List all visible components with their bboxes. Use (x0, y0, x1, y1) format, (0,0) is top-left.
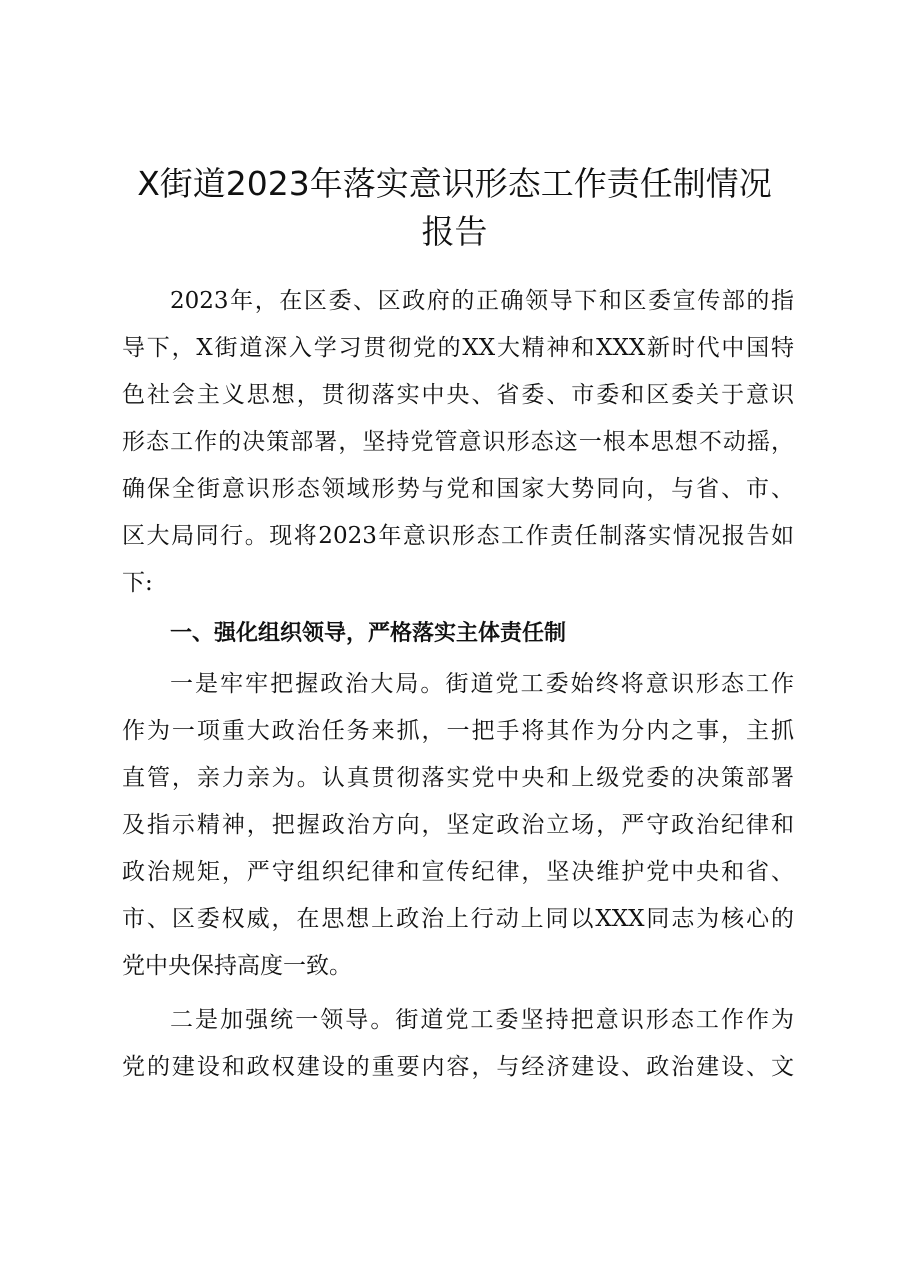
intro-line: 2023年，在区委、区政府的正确领导下和区委宣传部的指 (170, 288, 794, 314)
intro-line: 导下，X街道深入学习贯彻党的XX大精神和XXX新时代中国特 (122, 335, 794, 361)
paragraph-line: 党的建设和政权建设的重要内容，与经济建设、政治建设、文 (122, 1054, 794, 1080)
document-title-line-2: 报告 (421, 212, 488, 251)
document-title-line-1: X街道2023年落实意识形态工作责任制情况 (137, 164, 772, 203)
paragraph-line: 作为一项重大政治任务来抓，一把手将其作为分内之事，主抓 (122, 718, 794, 744)
intro-line: 确保全街意识形态领域形势与党和国家大势同向，与省、市、 (122, 476, 794, 502)
intro-line: 形态工作的决策部署，坚持党管意识形态这一根本思想不动摇， (122, 429, 794, 455)
intro-line: 色社会主义思想，贯彻落实中央、省委、市委和区委关于意识 (122, 382, 794, 408)
intro-line: 下: (122, 570, 153, 596)
paragraph-line: 直管，亲力亲为。认真贯彻落实党中央和上级党委的决策部署 (122, 765, 794, 791)
paragraph-line: 政治规矩，严守组织纪律和宣传纪律，坚决维护党中央和省、 (122, 859, 794, 885)
paragraph-line: 二是加强统一领导。街道党工委坚持把意识形态工作作为 (170, 1007, 794, 1033)
paragraph-line: 市、区委权威，在思想上政治上行动上同以XXX同志为核心的 (122, 906, 794, 932)
section-1-heading: 一、强化组织领导，严格落实主体责任制 (170, 621, 567, 646)
paragraph-line: 及指示精神，把握政治方向，坚定政治立场，严守政治纪律和 (122, 812, 794, 838)
paragraph-line: 党中央保持高度一致。 (122, 953, 352, 979)
intro-line: 区大局同行。现将2023年意识形态工作责任制落实情况报告如 (122, 523, 794, 549)
paragraph-line: 一是牢牢把握政治大局。街道党工委始终将意识形态工作 (170, 671, 794, 697)
